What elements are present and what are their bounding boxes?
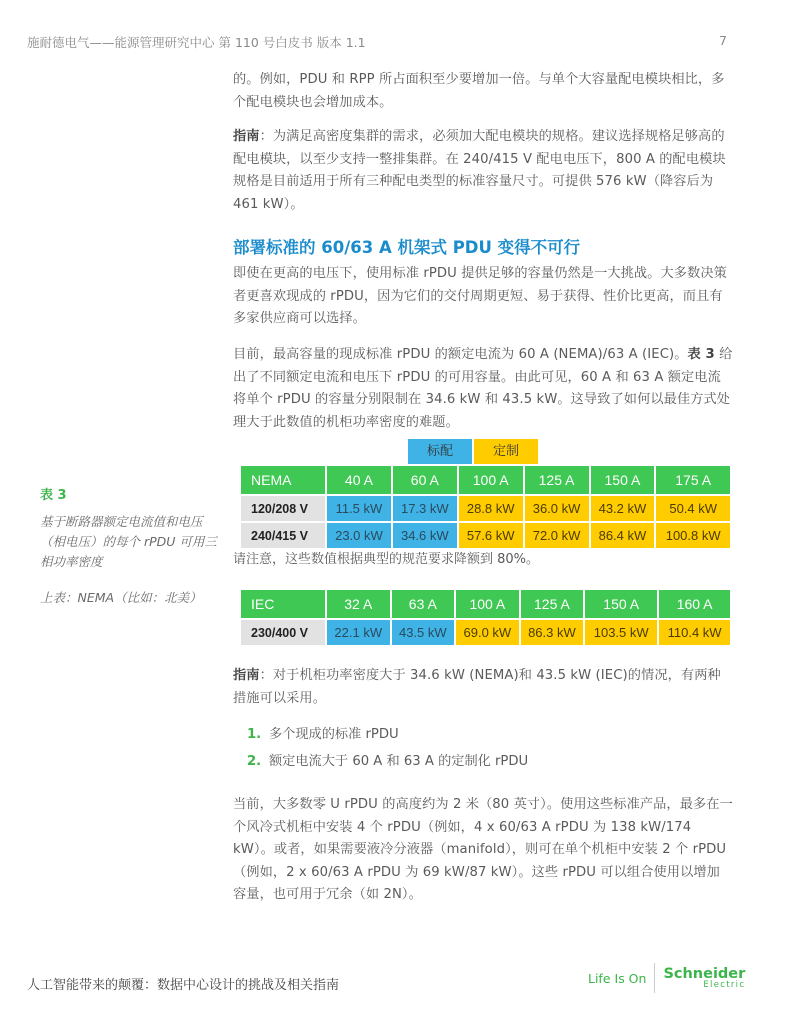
list-item: 2. 额定电流大于 60 A 和 63 A 的定制化 rPDU: [247, 754, 529, 769]
options-list: [233, 724, 528, 778]
table-row: 230/400 V 22.1 kW 43.5 kW 69.0 kW 86.3 kW 103.5 kW 110.4 kW: [241, 618, 730, 645]
brand-wordmark: Schneider Electric: [663, 965, 746, 990]
table-legend: [408, 439, 538, 464]
section-heading: 部署标准的 60/63 A 机架式 PDU 变得不可行: [233, 238, 581, 257]
table-label: 表 3: [40, 488, 67, 503]
footer-title: 人工智能带来的颠覆：数据中心设计的挑战及相关指南: [27, 978, 340, 993]
guidance-paragraph-1: 指南：为满足高密度集群的需求，必须加大配电模块的规格。建议选择规格足够高的配电模块，以至少支持一整排集群。在 240/415 V 配电电压下，800 A 的配电模块规格是目前适用于所有三种配电类型的标准容量尺寸。可提供 576 kW（降容后为 461 kW）。: [233, 129, 726, 212]
page-header: [27, 33, 727, 51]
iec-header-row: IEC 32 A 63 A 100 A 125 A 150 A 160 A: [241, 590, 730, 618]
list-item: 1. 多个现成的标准 rPDU: [247, 727, 399, 742]
nema-header-row: NEMA 40 A 60 A 100 A 125 A 150 A 175 A: [241, 466, 730, 494]
logo-divider: [654, 963, 655, 993]
legend-standard: 标配: [408, 439, 472, 464]
legend-custom: 定制: [474, 439, 538, 464]
guidance-label: 指南: [233, 129, 260, 144]
table-reference-link: 表 3: [687, 347, 715, 362]
table-caption-sidebar: [40, 486, 220, 608]
table-note: 请注意，这些数值根据典型的规范要求降额到 80%。: [233, 552, 540, 567]
table-caption: 基于断路器额定电流值和电压（相电压）的每个 rPDU 可用三相功率密度: [40, 514, 217, 569]
guidance-label: 指南: [233, 668, 260, 683]
guidance-paragraph-2: 指南：对于机柜功率密度大于 34.6 kW (NEMA)和 43.5 kW (IEC)的情况，有两种措施可以采用。: [233, 668, 721, 706]
paragraph-rpdu-installation: 当前，大多数零 U rPDU 的高度约为 2 米（80 英寸）。使用这些标准产品，最多在一个风冷式机柜中安装 4 个 rPDU（例如，4 x 60/63 A rPDU 为 138 kW/174 kW）。或者，如果需要液冷分液器（manifold），则可在单个机柜中安装 2 个 rPDU（例如，2 x 60/63 A rPDU 为 69 kW/87 kW）。这些 rPDU 可以组合使用以增加容量，也可用于冗余（如 2N）。: [233, 797, 733, 902]
life-is-on-tagline: Life Is On: [588, 970, 647, 986]
page-number: 7: [719, 33, 727, 48]
paragraph-rpdu-challenge: 即使在更高的电压下，使用标准 rPDU 提供足够的容量仍然是一大挑战。大多数决策者更喜欢现成的 rPDU，因为它们的交付周期更短、易于获得、性价比更高，而且有多家供应商可以选择。: [233, 266, 727, 326]
paragraph-rpdu-capacity: 目前，最高容量的现成标准 rPDU 的额定电流为 60 A (NEMA)/63 A (IEC)。表 3 给出了不同额定电流和电压下 rPDU 的可用容量。由此可见，60 A 和 63 A 额定电流将单个 rPDU 的容量分别限制在 34.6 kW 和 43.5 kW。这导致了如何以最佳方式处理大于此数值的机柜功率密度的难题。: [233, 347, 733, 430]
schneider-logo: [588, 963, 745, 993]
document-title: 施耐德电气——能源管理研究中心 第 110 号白皮书 版本 1.1: [27, 35, 366, 50]
paragraph-intro: 的。例如，PDU 和 RPP 所占面积至少要增加一倍。与单个大容量配电模块相比，多个配电模块也会增加成本。: [233, 72, 725, 110]
table-sub-caption: 上表：NEMA（比如：北美）: [40, 590, 202, 605]
table-row: 120/208 V 11.5 kW 17.3 kW 28.8 kW 36.0 kW 43.2 kW 50.4 kW: [241, 494, 730, 521]
table-row: 240/415 V 23.0 kW 34.6 kW 57.6 kW 72.0 kW 86.4 kW 100.8 kW: [241, 521, 730, 548]
nema-table: [239, 466, 732, 548]
iec-table: [239, 590, 732, 645]
